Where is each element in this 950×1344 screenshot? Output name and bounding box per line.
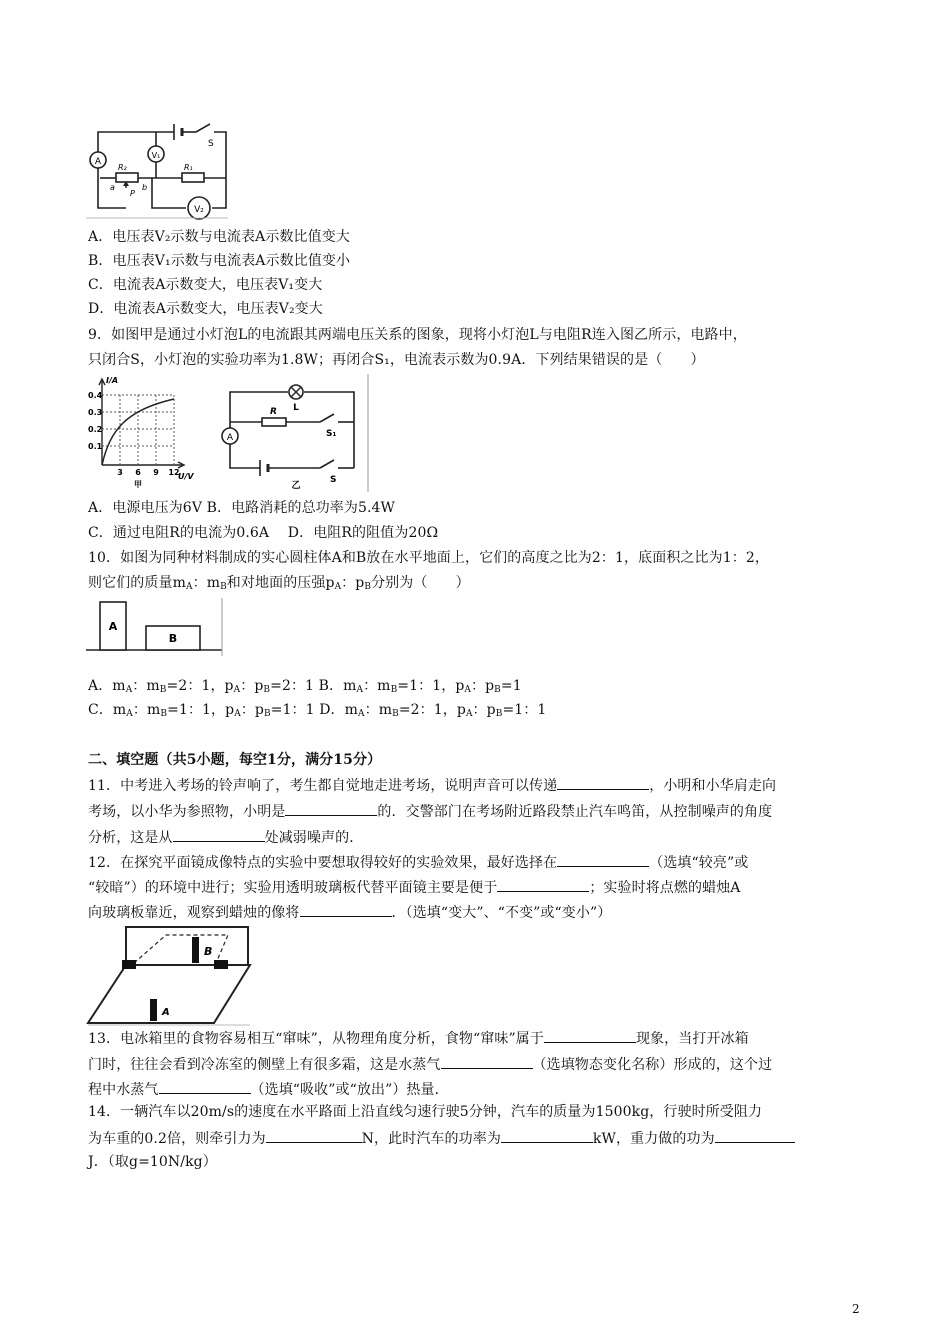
q9-graph-figure xyxy=(86,375,216,493)
q9-stem-line2: 只闭合S，小灯泡的实验功率为1.8W；再闭合S₁，电流表示数为0.9A．下列结果错误的是（ ） xyxy=(88,352,705,368)
q11-blank-2[interactable] xyxy=(285,800,377,816)
q12-mirror-figure xyxy=(86,923,254,1027)
q10-cylinders-figure xyxy=(86,598,226,656)
q10-options-line1: A．$m_A$：$m_B=2$：1，$p_A$：$p_B=2$：1 B．$m_A$：$m_B=1$：1，$p_A$：$p_B=1$ xyxy=(88,678,522,695)
q10-stem-line2: 则它们的质量$m_A$：$m_B$和对地面的压强$p_A$：$p_B$分别为（ ） xyxy=(88,575,470,592)
ytick: 0.2 xyxy=(88,425,103,434)
ytick: 0.4 xyxy=(88,391,103,400)
q12-line1: 12．在探究平面镜成像特点的实验中要想取得较好的实验效果，最好选择在 （选填“较亮”或 xyxy=(88,851,748,873)
q14-line1: 14．一辆汽车以20m/s的速度在水平路面上沿直线匀速行驶5分钟，汽车的质量为1500kg，行驶时所受阻力 xyxy=(88,1104,763,1120)
ytick: 0.1 xyxy=(88,442,103,451)
q8-circuit-figure xyxy=(86,118,236,220)
candle-b xyxy=(192,937,199,963)
switch-label: S xyxy=(208,139,214,149)
q9-stem-line1: 9．如图甲是通过小灯泡L的电流跟其两端电压关系的图象，现将小灯泡L与电阻R连入图乙所示，电路中， xyxy=(88,327,747,343)
xtick: 3 xyxy=(117,468,123,477)
q8-option-b: B．电压表V₁示数与电流表A示数比值变小 xyxy=(88,253,351,269)
q14-line3: J．（取g=10N/kg） xyxy=(88,1154,217,1170)
candle-a-label: A xyxy=(162,1007,170,1018)
q11-line2: 考场，以小华为参照物，小明是 的．交警部门在考场附近路段禁止汽车鸣笛，从控制噪声的角度 xyxy=(88,800,772,822)
s1-label: S₁ xyxy=(326,429,337,439)
graph-ylabel: I/A xyxy=(106,376,119,385)
q11-blank-1[interactable] xyxy=(557,774,649,790)
lamp-l-icon xyxy=(289,385,303,399)
q10-options-line2: C．$m_A$：$m_B=1$：1，$p_A$：$p_B=1$：1 D．$m_A$：$m_B=2$：1，$p_A$：$p_B=1$：1 xyxy=(88,702,547,719)
q14-blank-1[interactable] xyxy=(266,1127,362,1143)
section-title: 二、填空题（共5小题，每空1分，满分15分） xyxy=(88,752,382,768)
graph-caption: 甲 xyxy=(134,480,142,489)
q13-line3: 程中水蒸气 （选填“吸收”或“放出”）热量． xyxy=(88,1078,449,1100)
a-label: a xyxy=(110,183,115,192)
q11-blank-3[interactable] xyxy=(173,826,265,842)
q14-blank-2[interactable] xyxy=(501,1127,593,1143)
v1-label: V₁ xyxy=(151,151,161,160)
ytick: 0.3 xyxy=(88,408,103,417)
ammeter-label: A xyxy=(94,157,102,167)
q11-line1: 11．中考进入考场的铃声响了，考生都自觉地走进考场，说明声音可以传递 ，小明和小华肩走向 xyxy=(88,774,776,796)
q9-circuit-figure xyxy=(216,374,372,492)
q12-blank-1[interactable] xyxy=(557,851,649,867)
q9-options-line1: A．电源电压为6V B．电路消耗的总功率为5.4W xyxy=(88,500,396,516)
q12-line3: 向玻璃板靠近，观察到蜡烛的像将 ．（选填“变大”、“不变”或“变小”） xyxy=(88,901,611,923)
q14-blank-3[interactable] xyxy=(715,1127,795,1143)
q8-option-a: A．电压表V₂示数与电流表A示数比值变大 xyxy=(88,229,350,245)
cylinder-b-label: B xyxy=(168,632,178,645)
s-label: S xyxy=(330,475,337,485)
q13-line1: 13．电冰箱里的食物容易相互“窜味”，从物理角度分析，食物“窜味”属于 现象，当打开冰箱 xyxy=(88,1027,749,1049)
b-label: b xyxy=(142,183,148,192)
r2-label: R₂ xyxy=(118,163,127,172)
q11-line3: 分析，这是从 处减弱噪声的． xyxy=(88,826,363,848)
q9-options-line2: C．通过电阻R的电流为0.6A D．电阻R的阻值为20Ω xyxy=(88,525,439,541)
p-label: P xyxy=(130,189,135,198)
q13-blank-1[interactable] xyxy=(544,1027,636,1043)
q8-option-c: C．电流表A示数变大，电压表V₁变大 xyxy=(88,277,323,293)
q14-line2: 为车重的0.2倍，则牵引力为 N，此时汽车的功率为 kW，重力做的功为 xyxy=(88,1127,795,1149)
v2-label: V₂ xyxy=(194,205,204,215)
q13-blank-2[interactable] xyxy=(441,1053,533,1069)
ammeter-label: A xyxy=(226,433,234,443)
r1-label: R₁ xyxy=(184,163,193,172)
candle-b-label: B xyxy=(204,945,213,958)
q12-blank-2[interactable] xyxy=(497,876,589,892)
xtick: 12 xyxy=(168,468,180,477)
circuit-caption: 乙 xyxy=(291,481,301,491)
q8-option-d: D．电流表A示数变大，电压表V₂变大 xyxy=(88,301,323,317)
page-number: 2 xyxy=(852,1302,860,1316)
q12-blank-3[interactable] xyxy=(300,901,392,917)
xtick: 6 xyxy=(135,468,141,477)
resistor-label: R xyxy=(270,407,277,417)
candle-a xyxy=(150,999,157,1021)
q13-line2: 门时，往往会看到冷冻室的侧壁上有很多霜，这是水蒸气 （选填物态变化名称）形成的，这个过 xyxy=(88,1053,772,1075)
lamp-label: L xyxy=(293,403,299,413)
q12-line2: “较暗”）的环境中进行；实验用透明玻璃板代替平面镜主要是便于 ；实验时将点燃的蜡烛A xyxy=(88,876,741,898)
graph-xlabel: U/V xyxy=(178,472,194,481)
q13-blank-3[interactable] xyxy=(159,1078,251,1094)
cylinder-a-label: A xyxy=(108,620,118,633)
q10-stem-line1: 10．如图为同种材料制成的实心圆柱体A和B放在水平地面上，它们的高度之比为2：1，底面积之比为1：2， xyxy=(88,550,769,566)
xtick: 9 xyxy=(153,468,159,477)
